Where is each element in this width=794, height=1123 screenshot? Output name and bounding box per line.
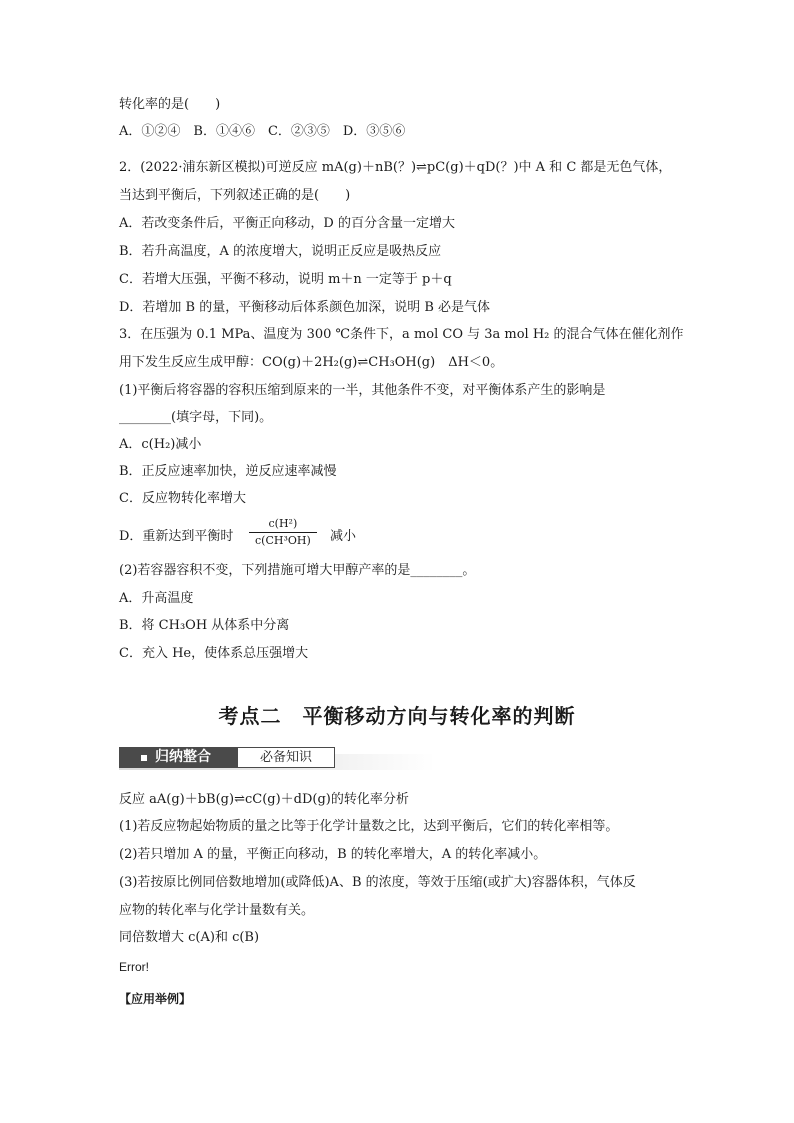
q3-stem-line1: 3．在压强为 0.1 MPa、温度为 300 ℃条件下，a mol CO 与 3a mol H₂ 的混合气体在催化剂作 [119, 327, 684, 342]
summary-note: 同倍数增大 c(A)和 c(B) [119, 930, 260, 945]
q3-part1-line1: (1)平衡后将容器的容积压缩到原来的一半，其他条件不变，对平衡体系产生的影响是 [119, 383, 606, 398]
q3-part2-option-b: B．将 CH₃OH 从体系中分离 [119, 618, 290, 633]
summary-point-2: (2)若只增加 A 的量，平衡正向移动，B 的转化率增大，A 的转化率减小。 [119, 847, 547, 862]
q3-part2-stem: (2)若容器容积不变，下列措施可增大甲醇产率的是________。 [119, 563, 476, 578]
q2-stem-line2: 当达到平衡后，下列叙述正确的是( ) [119, 188, 351, 203]
q1-options: A．①②④ B．①④⑥ C．②③⑤ D．③⑤⑥ [119, 124, 406, 139]
q3-part1-option-d-suffix: 减小 [330, 529, 357, 544]
fraction-denominator: c(CH³OH) [255, 534, 311, 547]
q3-part1-option-c: C．反应物转化率增大 [119, 491, 246, 506]
q3-part1-option-d-fraction [249, 517, 317, 548]
q3-part2-option-c: C．充入 He，使体系总压强增大 [119, 646, 309, 661]
q2-option-c: C．若增大压强，平衡不移动，说明 m＋n 一定等于 p＋q [119, 272, 452, 287]
q3-part1-option-a: A．c(H₂)减小 [119, 437, 202, 452]
q3-stem-line2: 用下发生反应生成甲醇：CO(g)＋2H₂(g)⇌CH₃OH(g) ΔH＜0。 [119, 355, 504, 370]
section-title: 考点二 平衡移动方向与转化率的判断 [218, 704, 576, 728]
banner-dark-tab [119, 747, 237, 768]
apply-example-label: 【应用举例】 [119, 992, 192, 1006]
error-placeholder: Error! [119, 960, 149, 974]
q3-part1-line2: ________(填字母，下同)。 [119, 410, 273, 425]
section-banner [119, 747, 435, 773]
fraction-numerator: c(H²) [268, 517, 298, 530]
fraction-bar [249, 532, 317, 533]
summary-heading: 反应 aA(g)＋bB(g)⇌cC(g)＋dD(g)的转化率分析 [119, 792, 409, 807]
q3-part1-option-d-prefix: D．重新达到平衡时 [119, 529, 234, 544]
banner-left-label: 归纳整合 [155, 749, 211, 765]
q2-option-a: A．若改变条件后，平衡正向移动，D 的百分含量一定增大 [119, 216, 455, 231]
q3-part1-option-b: B．正反应速率加快，逆反应速率减慢 [119, 464, 337, 479]
summary-point-3-line2: 应物的转化率与化学计量数有关。 [119, 903, 315, 918]
q2-option-d: D．若增加 B 的量，平衡移动后体系颜色加深，说明 B 必是气体 [119, 300, 491, 315]
summary-point-3-line1: (3)若按原比例同倍数地增加(或降低)A、B 的浓度，等效于压缩(或扩大)容器体积，气体反 [119, 875, 636, 890]
q1-stem-tail: 转化率的是( ) [119, 97, 221, 112]
summary-point-1: (1)若反应物起始物质的量之比等于化学计量数之比，达到平衡后，它们的转化率相等。 [119, 819, 619, 834]
banner-right-label: 必备知识 [237, 747, 335, 768]
square-bullet-icon [141, 755, 147, 761]
q2-option-b: B．若升高温度，A 的浓度增大，说明正反应是吸热反应 [119, 244, 442, 259]
q3-part2-option-a: A．升高温度 [119, 591, 194, 606]
q2-stem-line1: 2．(2022·浦东新区模拟)可逆反应 mA(g)＋nB(？)⇌pC(g)＋qD(？)中 A 和 C 都是无色气体， [119, 160, 672, 175]
